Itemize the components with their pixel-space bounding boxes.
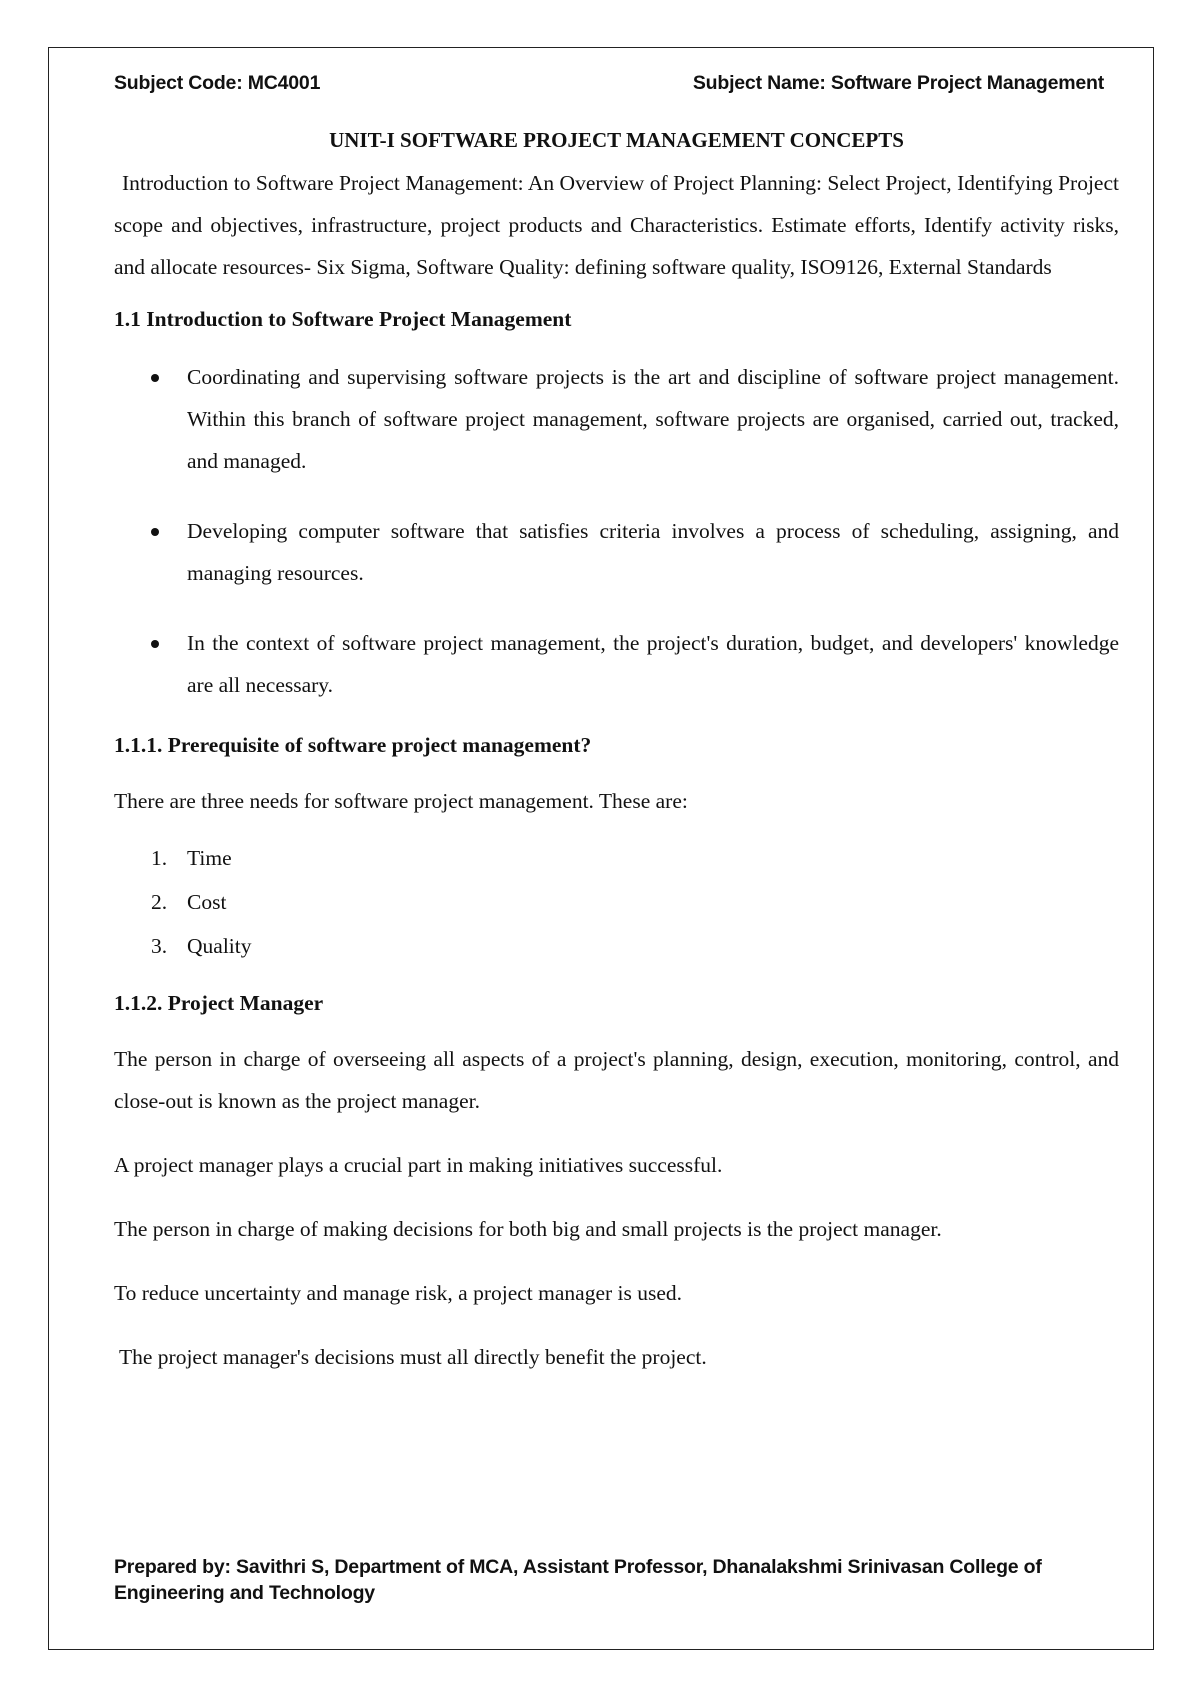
needs-lead: There are three needs for software project management. These are: bbox=[114, 789, 688, 813]
list-item bbox=[187, 622, 1119, 706]
list-number: 3. bbox=[151, 934, 168, 958]
list-item bbox=[151, 836, 1119, 880]
list-item-text: Cost bbox=[187, 890, 227, 914]
list-item-text: In the context of software project management, the project's duration, budget, and developers' knowledge are all necessary. bbox=[187, 631, 1119, 697]
paragraph: A project manager plays a crucial part in making initiatives successful. bbox=[114, 1153, 723, 1177]
subject-code: Subject Code: MC4001 bbox=[114, 72, 321, 94]
unit-intro: Introduction to Software Project Management: An Overview of Project Planning: Select Project, Identifying Project scope and objectives, infrastructure, project products and Characteristics. Estimate efforts, Identify activity risks, and allocate resources- Six Sigma, Software Quality: defining software quality, ISO9126, External Standards bbox=[114, 171, 1119, 279]
list-item-text: Coordinating and supervising software projects is the art and discipline of software project management. Within this branch of software project management, software projects are organised, carried out, tracked, and managed. bbox=[187, 365, 1119, 473]
paragraph: To reduce uncertainty and manage risk, a project manager is used. bbox=[114, 1281, 683, 1305]
list-item-text: Developing computer software that satisfies criteria involves a process of scheduling, assigning, and managing resources. bbox=[187, 519, 1119, 585]
list-item-text: Quality bbox=[187, 934, 252, 958]
document-body bbox=[114, 126, 1119, 1378]
list-item bbox=[151, 924, 1119, 968]
page-header bbox=[114, 72, 1104, 95]
list-item bbox=[187, 510, 1119, 594]
bullet-icon bbox=[151, 528, 159, 536]
needs-list bbox=[114, 836, 1119, 968]
list-number: 2. bbox=[151, 890, 168, 914]
paragraph: The project manager's decisions must all directly benefit the project. bbox=[114, 1345, 707, 1369]
bullet-list bbox=[114, 356, 1119, 706]
list-item bbox=[187, 356, 1119, 482]
list-number: 1. bbox=[151, 846, 168, 870]
page-footer: Prepared by: Savithri S, Department of MCA, Assistant Professor, Dhanalakshmi Srinivasan College of Engineering and Technology bbox=[114, 1556, 1042, 1604]
section-heading-1-1-1: 1.1.1. Prerequisite of software project management? bbox=[114, 733, 592, 757]
section-heading-1-1: 1.1 Introduction to Software Project Management bbox=[114, 307, 572, 331]
section-heading-1-1-2: 1.1.2. Project Manager bbox=[114, 991, 324, 1015]
list-item bbox=[151, 880, 1119, 924]
unit-title: UNIT-I SOFTWARE PROJECT MANAGEMENT CONCEPTS bbox=[329, 128, 904, 152]
bullet-icon bbox=[151, 374, 159, 382]
list-item-text: Time bbox=[187, 846, 232, 870]
paragraph: The person in charge of overseeing all aspects of a project's planning, design, execution, monitoring, control, and close-out is known as the project manager. bbox=[114, 1047, 1119, 1113]
bullet-icon bbox=[151, 640, 159, 648]
paragraph: The person in charge of making decisions for both big and small projects is the project manager. bbox=[114, 1217, 942, 1241]
subject-name: Subject Name: Software Project Management bbox=[692, 72, 1104, 94]
